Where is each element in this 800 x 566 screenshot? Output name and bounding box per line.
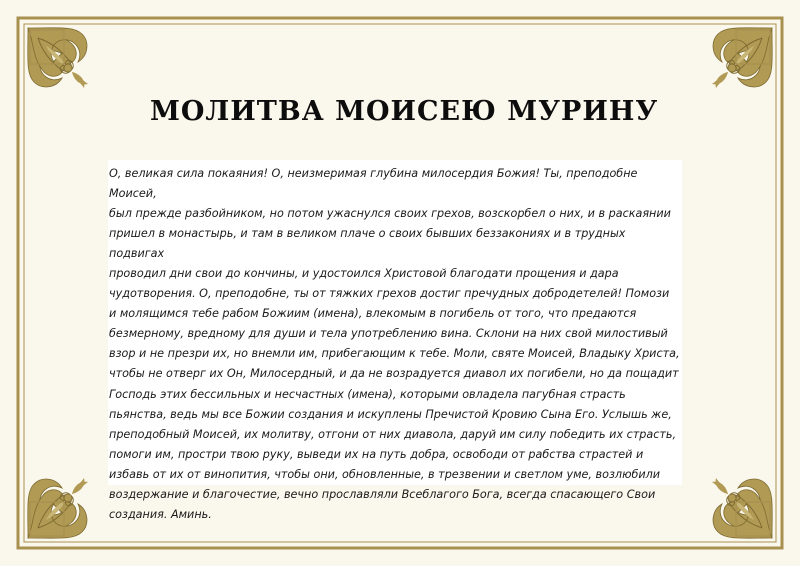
- prayer-panel: [108, 160, 682, 521]
- acanthus-leaf-icon: [28, 478, 88, 538]
- page-title: МОЛИТВА МОИСЕЮ МУРИНУ: [150, 96, 659, 127]
- prayer-text: О, великая сила покаяния! О, неизмеримая глубина милосердия Божия! Ты, преподобне Моисей, был прежде разбойником, но потом ужаснулся своих грехов, возскорбел о них, и в раскаянии пришел в монастырь, и там в великом плаче о своих бывших беззакониях и в трудных подвигах проводил дни свои до кончины, и удостоился Христовой благодати прощения и дара чудотворения. О, преподобне, ты от тяжких грехов достиг пречудных добродетелей! Помози и молящимся тебе рабом Божиим (имена), влекомым в погибель от того, что предаются безмерному, вредному для души и тела употреблению вина. Склони на них свой милостивый взор и не презри их, но внемли им, прибегающим к тебе. Моли, святе Моисей, Владыку Христа, чтобы не отверг их Он, Милосердный, и да не возрадуется диавол их погибели, но да пощадит Господь этих бессильных и несчастных (имена), которыми овладела пагубная страсть пьянства, ведь мы все Божии создания и искуплены Пречистой Кровию Сына Его. Услышь же, преподобный Моисей, их молитву, отгони от них диавола, даруй им силу победить их страсть, помоги им, простри твою руку, выведи их на путь добра, освободи от рабства страстей и избавь от их от винопития, чтобы они, обновленные, в трезвении и светлом уме, возлюбили воздержание и благочестие, вечно прославляли Всеблагого Бога, всегда спасающего Свои создания. Аминь.: [109, 167, 680, 521]
- acanthus-leaf-icon: [712, 28, 772, 88]
- acanthus-leaf-icon: [28, 28, 88, 88]
- acanthus-leaf-icon: [712, 478, 772, 538]
